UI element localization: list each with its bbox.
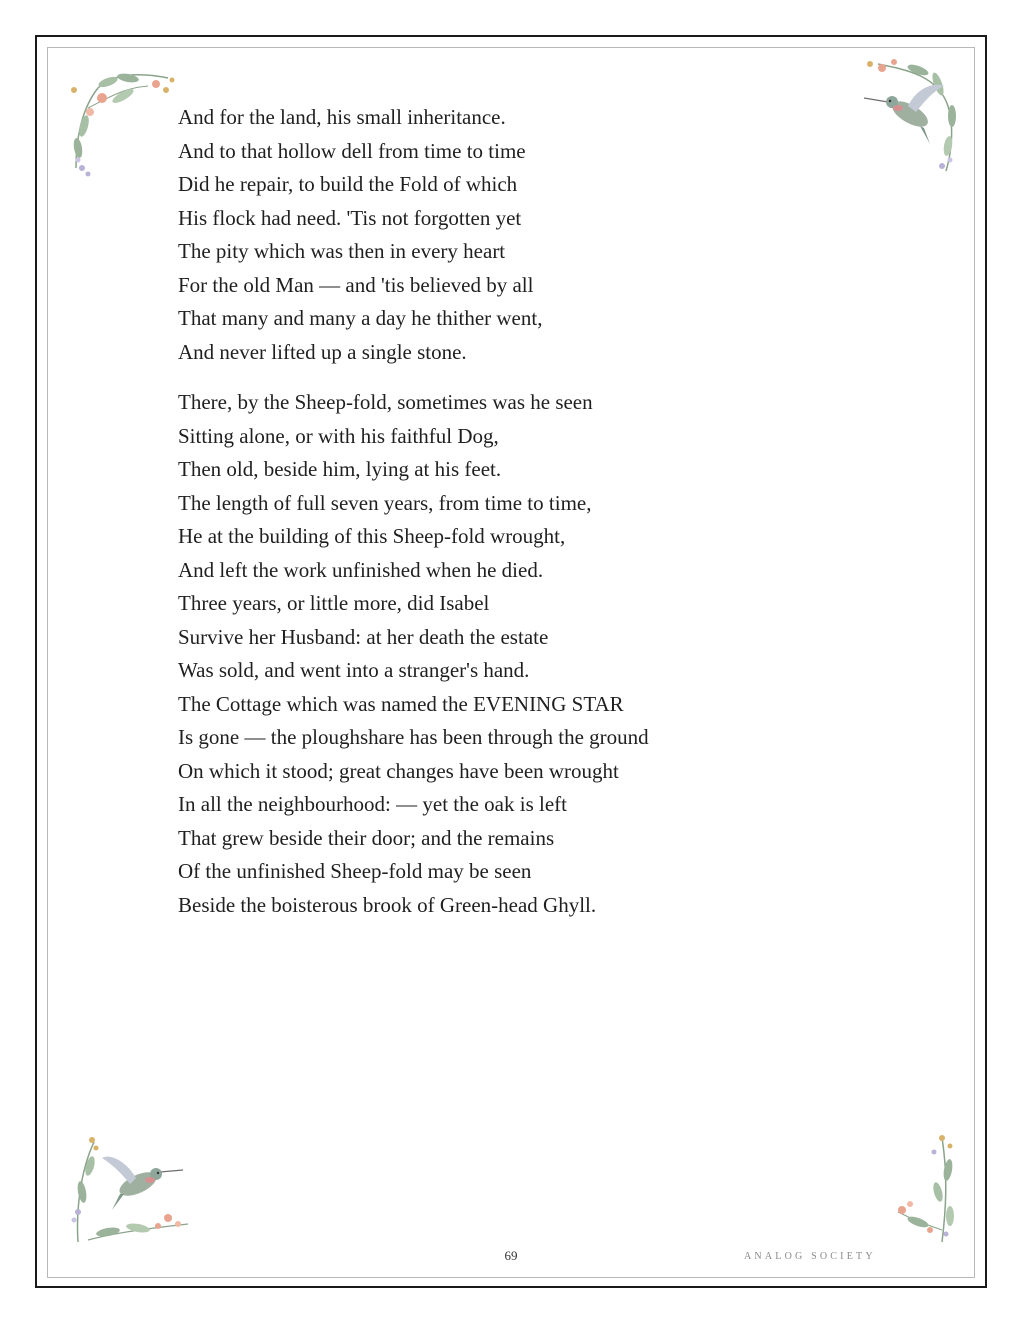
poem-line: And never lifted up a single stone.: [178, 339, 467, 364]
poem-line: Sitting alone, or with his faithful Dog,: [178, 423, 499, 448]
page-number: 69: [504, 1248, 518, 1263]
poem-line: He at the building of this Sheep-fold wrought,: [178, 524, 566, 548]
poem-body: [178, 101, 878, 939]
poem-line: The pity which was then in every heart: [178, 239, 506, 263]
poem-line: And left the work unfinished when he died.: [178, 557, 544, 582]
poem-line: Is gone — the ploughshare has been through the ground: [178, 725, 649, 749]
poem-line: That grew beside their door; and the remains: [178, 825, 555, 850]
poem-line: And for the land, his small inheritance.: [178, 105, 506, 129]
poem-line: In all the neighbourhood: — yet the oak is left: [178, 792, 567, 816]
poem-line: Did he repair, to build the Fold of which: [178, 172, 518, 196]
floral-sprig-icon: [890, 1130, 960, 1245]
hummingbird-floral-icon: [68, 1132, 193, 1247]
poem-line: There, by the Sheep-fold, sometimes was he seen: [178, 390, 593, 414]
poem-line: On which it stood; great changes have been wrought: [178, 758, 619, 783]
poem-line: The Cottage which was named the EVENING STAR: [178, 691, 624, 716]
poem-line: Was sold, and went into a stranger's hand.: [178, 658, 530, 682]
poem-line: And to that hollow dell from time to time: [178, 138, 526, 163]
poem-line: Three years, or little more, did Isabel: [178, 591, 490, 615]
stanza: [178, 386, 878, 922]
poem-line: The length of full seven years, from time to time,: [178, 490, 592, 515]
poem-line: His flock had need. 'Tis not forgotten yet: [178, 205, 522, 230]
poem-line: Then old, beside him, lying at his feet.: [178, 457, 502, 481]
stanza: [178, 101, 878, 369]
poem-line: For the old Man — and 'tis believed by all: [178, 272, 534, 297]
floral-sprig-icon: [68, 68, 178, 183]
brand-name: ANALOG SOCIETY: [744, 1251, 876, 1262]
poem-line: That many and many a day he thither went,: [178, 306, 543, 330]
poem-line: Beside the boisterous brook of Green-head Ghyll.: [178, 892, 597, 917]
poem-line: Survive her Husband: at her death the estate: [178, 624, 549, 649]
poem-line: Of the unfinished Sheep-fold may be seen: [178, 859, 532, 883]
